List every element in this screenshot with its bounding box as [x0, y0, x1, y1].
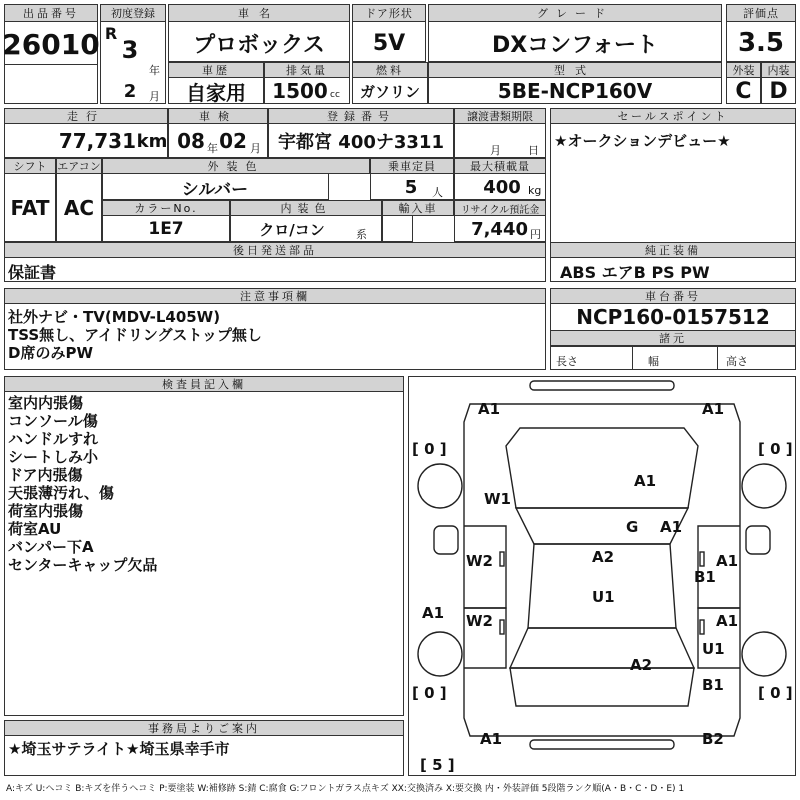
recycle-fee: 7,440: [471, 218, 528, 240]
mark-hood: A1: [634, 472, 657, 490]
mileage: 77,731: [58, 129, 136, 153]
front-right-wheel-shape: [742, 464, 786, 508]
left-handle-shape: [500, 552, 504, 566]
inspector-line: 荷室内張傷: [8, 502, 84, 520]
car-name: プロボックス: [193, 32, 325, 58]
recycle-label: リサイクル預託金: [454, 200, 546, 216]
left-mirror-shape: [434, 526, 458, 554]
right-handle-shape: [700, 552, 704, 566]
reg-year: 3: [121, 36, 139, 64]
length-label: 長さ: [556, 355, 578, 368]
grade-label: グレード: [428, 4, 722, 22]
tire-rear-right: [ 0 ]: [758, 684, 793, 702]
mileage-label: 走行: [4, 108, 168, 124]
note-line: D席のみPW: [8, 344, 93, 362]
transfer-day-unit: 日: [528, 144, 539, 157]
door-label: ドア形状: [352, 4, 426, 22]
mark-right-front-door-b: B1: [694, 568, 716, 586]
mark-tailgate: A2: [630, 656, 653, 674]
plate-label: 登録番号: [268, 108, 454, 124]
ac: AC: [63, 196, 95, 220]
load-unit: kg: [528, 184, 542, 197]
grade: DXコンフォート: [491, 32, 659, 58]
max-load: 400: [483, 176, 521, 198]
tire-rear-left: [ 0 ]: [412, 684, 447, 702]
reg-month: 2: [123, 80, 137, 102]
cc-unit: cc: [330, 90, 340, 100]
month-unit: 月: [149, 90, 160, 103]
notes-label: 注意事項欄: [4, 288, 546, 304]
car-diagram: [408, 376, 796, 776]
mark-front-left: A1: [478, 400, 501, 418]
model-label: 型式: [428, 62, 722, 78]
load-label: 最大積載量: [454, 158, 546, 174]
import-label: 輸入車: [382, 200, 454, 216]
mark-roof-rear: U1: [592, 588, 615, 606]
interior-color: クロ/コン: [259, 220, 325, 239]
height-label: 高さ: [726, 355, 748, 368]
mark-roof-front: A2: [592, 548, 615, 566]
after-label: 後日発送部品: [4, 242, 546, 258]
history-label: 車歴: [168, 62, 264, 78]
front-bumper-shape: [530, 381, 674, 390]
inspector-line: センターキャップ欠品: [8, 556, 158, 574]
tire-spare: [ 5 ]: [420, 756, 455, 774]
inspector-line: バンパー下A: [8, 538, 94, 556]
displacement: 1500: [272, 79, 328, 103]
first-reg-label: 初度登録: [100, 4, 166, 22]
equip-label: 純正装備: [550, 242, 796, 258]
transfer-label: 譲渡書類期限: [454, 108, 546, 124]
ext-grade: C: [735, 78, 752, 104]
inspector-line: ドア内張傷: [8, 466, 83, 484]
int-color-label: 内装色: [230, 200, 382, 216]
rear-left-wheel-shape: [418, 632, 462, 676]
era: R: [104, 23, 118, 43]
import-divider: [412, 216, 454, 242]
mark-left-front-door: W2: [466, 552, 493, 570]
inspector-line: ハンドルすれ: [8, 430, 99, 448]
after-parts: 保証書: [8, 263, 57, 282]
hood-shape: [506, 428, 698, 508]
ac-label: エアコン: [57, 160, 101, 173]
mark-right-front-door: A1: [716, 552, 739, 570]
capacity-label: 乗車定員: [370, 158, 454, 174]
inspector-line: 荷室AU: [8, 520, 62, 538]
inspector-line: 天張薄汚れ、傷: [8, 484, 114, 502]
name-label: 車名: [168, 4, 350, 22]
cc-label: 排気量: [264, 62, 350, 78]
inspector-line: シートしみ小: [8, 448, 99, 466]
tire-front-left: [ 0 ]: [412, 440, 447, 458]
left-rear-handle-shape: [500, 620, 504, 634]
rear-glass-shape: [510, 628, 694, 668]
mark-right-rear-door: A1: [716, 612, 739, 630]
mark-windshield: G: [626, 518, 639, 536]
tailgate-shape: [510, 668, 694, 706]
inspection-label: 車検: [168, 108, 268, 124]
recycle-unit: 円: [530, 228, 541, 241]
color-no: 1E7: [148, 219, 184, 239]
int-label: 内装: [761, 62, 796, 78]
transfer-month-unit: 月: [490, 144, 501, 157]
width-label: 幅: [648, 355, 659, 368]
year-unit: 年: [149, 64, 160, 77]
model: 5BE-NCP160V: [497, 79, 653, 103]
inspector-line: コンソール傷: [8, 412, 98, 430]
inspector-label: 検査員記入欄: [4, 376, 404, 392]
mark-rear-right-bumper: B2: [702, 730, 724, 748]
lot-label: 出品番号: [4, 4, 98, 22]
notes-list: [8, 308, 262, 362]
legend: A:キズ U:ヘコミ B:キズを伴うヘコミ P:要塗装 W:補修跡 S:錆 C:腐食 G:フロントガラス点キズ XX:交換済み X:要交換 内・外装評価 5段階ランク順(A・B・C・D・E) 1: [6, 784, 685, 794]
rear-bumper-shape: [530, 740, 674, 749]
right-mirror-shape: [746, 526, 770, 554]
lot-number: 26010: [2, 27, 100, 61]
right-rear-handle-shape: [700, 620, 704, 634]
mark-left-fender: W1: [484, 490, 511, 508]
office-label: 事務局よりご案内: [4, 720, 404, 736]
capacity: 5: [404, 176, 418, 198]
int-grade: D: [769, 78, 788, 104]
color-no-label: カラーNo.: [102, 200, 230, 216]
front-left-wheel-shape: [418, 464, 462, 508]
sales-point: ★オークションデビュー★: [554, 132, 731, 150]
mark-left-rear-door: W2: [466, 612, 493, 630]
plate: 宇都宮 400ナ3311: [278, 132, 444, 153]
fuel: ガソリン: [359, 82, 420, 101]
capacity-unit: 人: [432, 186, 443, 199]
office-notice: ★埼玉サテライト★埼玉県幸手市: [8, 740, 230, 758]
exterior-color: シルバー: [181, 179, 249, 200]
shift-label: シフト: [4, 158, 56, 174]
note-line: 社外ナビ・TV(MDV-L405W): [8, 308, 221, 326]
chassis-label: 車台番号: [550, 288, 796, 304]
color-divider: [328, 174, 370, 200]
equipment: ABS エアB PS PW: [560, 263, 710, 282]
color-label: 外装色: [102, 158, 370, 174]
dims-mid: [632, 346, 718, 370]
fuel-label: 燃料: [352, 62, 428, 78]
chassis-number: NCP160-0157512: [576, 305, 770, 329]
ext-label: 外装: [726, 62, 761, 78]
score: 3.5: [737, 28, 785, 58]
insp-month: 02: [219, 129, 247, 153]
sales-label: セールスポイント: [550, 108, 796, 124]
rear-right-wheel-shape: [742, 632, 786, 676]
int-color-unit: 系: [356, 228, 367, 241]
mark-left-step: A1: [422, 604, 445, 622]
mark-rear-left-bumper: A1: [480, 730, 503, 748]
dims-label: 諸元: [550, 330, 796, 346]
shift: FAT: [10, 196, 50, 220]
mark-right-quarter: U1: [702, 640, 725, 658]
history: 自家用: [186, 80, 246, 105]
lot-sub: [4, 64, 98, 104]
inspector-list: [8, 394, 157, 574]
tire-front-right: [ 0 ]: [758, 440, 793, 458]
mark-front-fender-right: A1: [660, 518, 683, 536]
mark-front-right: A1: [702, 400, 725, 418]
door-type: 5V: [372, 30, 406, 56]
mark-rear-right: B1: [702, 676, 724, 694]
insp-year-unit: 年: [207, 142, 218, 155]
score-label: 評価点: [726, 4, 796, 22]
insp-year: 08: [177, 129, 205, 153]
mileage-unit: km: [136, 130, 168, 152]
note-line: TSS無し、アイドリングストップ無し: [8, 326, 262, 344]
insp-month-unit: 月: [250, 142, 261, 155]
inspector-line: 室内内張傷: [8, 394, 84, 412]
